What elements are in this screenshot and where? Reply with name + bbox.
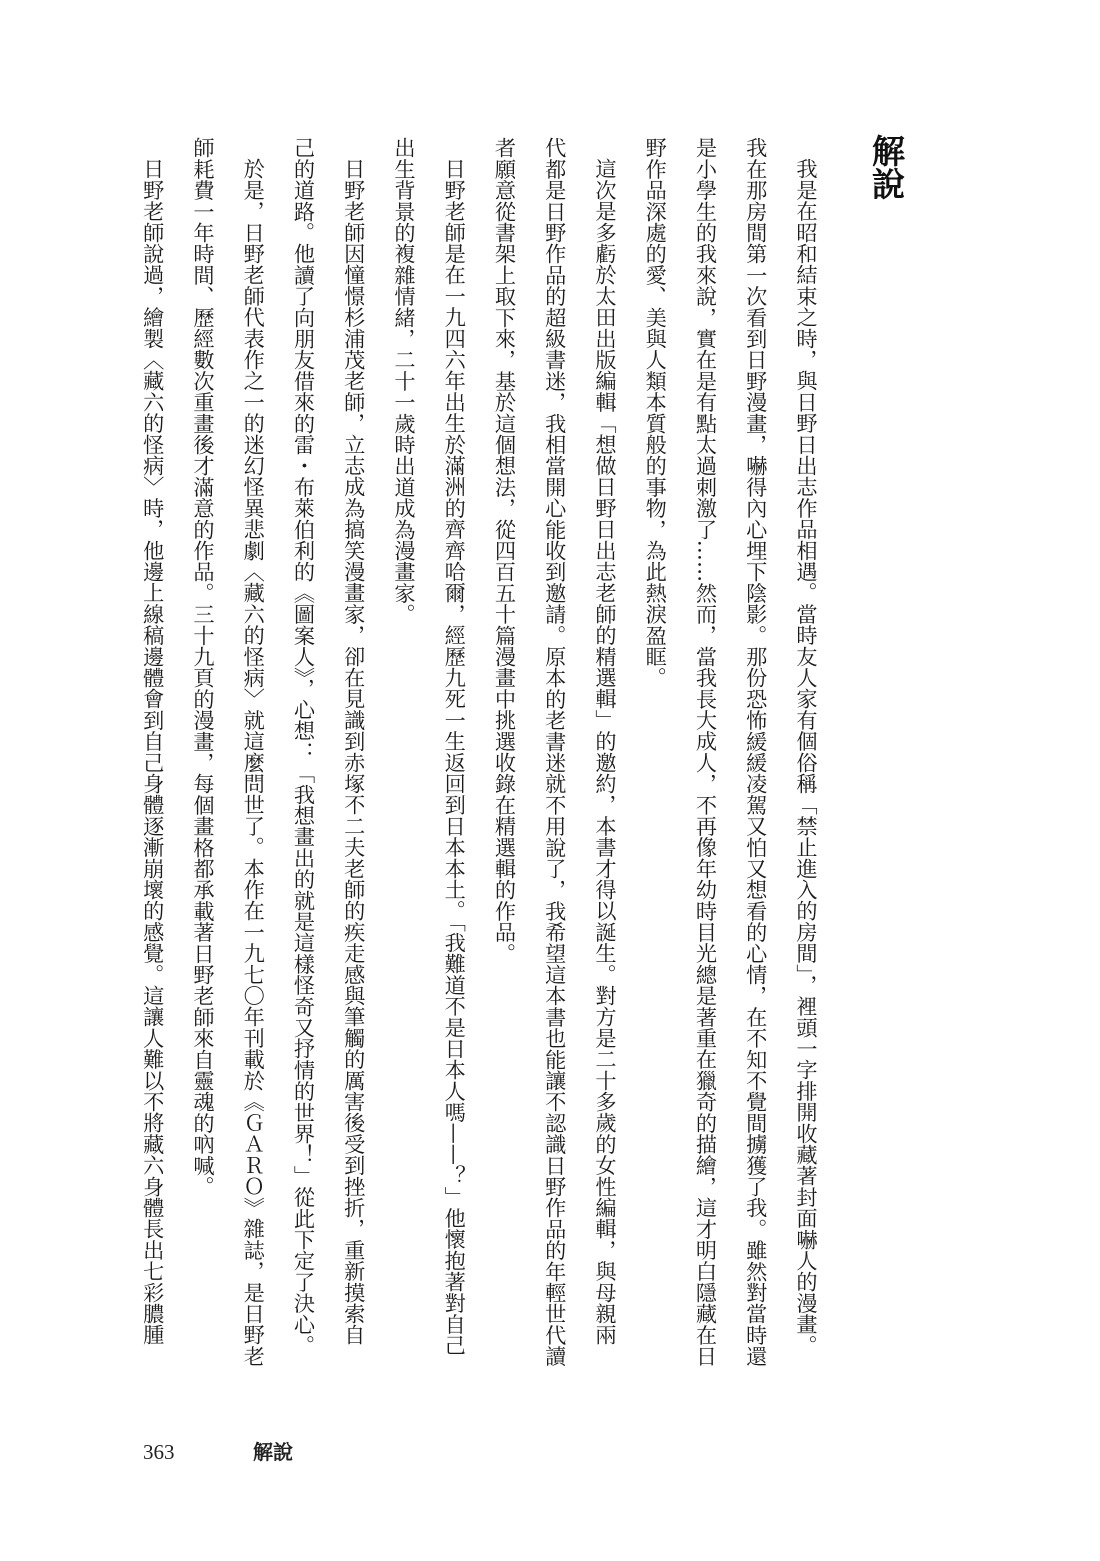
text-column: 日野老師因憧憬杉浦茂老師，立志成為搞笑漫畫家，卻在見識到赤塚不二夫老師的疾走感與筆觸的厲害後受到挫折，重新摸索自 bbox=[341, 158, 367, 1346]
paragraph-1 bbox=[630, 137, 831, 1369]
text-column: 者願意從書架上取下來，基於這個想法，從四百五十篇漫畫中挑選收錄在精選輯的作品。 bbox=[492, 137, 518, 964]
text-column: 於是，日野老師代表作之一的迷幻怪異悲劇〈藏六的怪病〉就這麼問世了。本作在一九七〇年刊載於《ＧＡＲＯ》雜誌，是日野老 bbox=[241, 158, 267, 1367]
text-column: 這次是多虧於太田出版編輯「想做日野日出志老師的精選輯」的邀約，本書才得以誕生。對方是二十多歲的女性編輯，與母親兩 bbox=[593, 158, 618, 1346]
text-column: 我是在昭和結束之時，與日野日出志作品相遇。當時友人家有個俗稱「禁止進入的房間」，裡頭一字排開收藏著封面嚇人的漫畫。 bbox=[794, 158, 819, 1356]
section-title: 解說 bbox=[867, 134, 906, 200]
paragraph-2 bbox=[479, 137, 630, 1369]
text-column: 師耗費一年時間、歷經數次重畫後才滿意的作品。三十九頁的漫畫，每個畫格都承載著日野老師來自靈魂的吶喊。 bbox=[191, 137, 216, 1197]
text-column: 出生背景的複雜情緒，二十一歲時出道成為漫畫家。 bbox=[392, 137, 417, 625]
paragraph-5 bbox=[178, 137, 279, 1369]
text-column: 日野老師說過，繪製〈藏六的怪病〉時，他邊上線稿邊體會到自己身體逐漸崩壞的感覺。這讓人難以不將藏六身體長出七彩膿腫 bbox=[140, 158, 166, 1346]
text-column: 己的道路。他讀了向朋友借來的雷・布萊伯利的《圖案人》，心想：「我想畫出的就是這樣怪奇又抒情的世界！」從此下定了決心。 bbox=[291, 137, 317, 1356]
text-column: 是小學生的我來說，實在是有點太過刺激了……然而，當我長大成人，不再像年幼時目光總是著重在獵奇的描繪，這才明白隱藏在日 bbox=[693, 137, 719, 1367]
page-number: 363 bbox=[143, 1440, 175, 1464]
text-column: 日野老師是在一九四六年出生於滿洲的齊齊哈爾，經歷九死一生返回到日本本土。「我難道不是日本人嗎——？」他懷抱著對自己 bbox=[442, 158, 468, 1356]
body-text bbox=[127, 137, 831, 1369]
text-column: 代都是日野作品的超級書迷，我相當開心能收到邀請。原本的老書迷就不用說了，我希望這本書也能讓不認識日野作品的年輕世代讀 bbox=[542, 137, 568, 1367]
paragraph-3 bbox=[379, 137, 480, 1369]
paragraph-6 bbox=[128, 137, 178, 1369]
text-column: 我在那房間第一次看到日野漫畫，嚇得內心埋下陰影。那份恐怖緩緩凌駕又怕又想看的心情，在不知不覺間擄獲了我。雖然對當時還 bbox=[743, 137, 769, 1367]
running-title: 解說 bbox=[253, 1440, 293, 1464]
paragraph-4 bbox=[278, 137, 379, 1369]
text-column: 野作品深處的愛、美與人類本質般的事物，為此熱淚盈眶。 bbox=[643, 137, 669, 689]
